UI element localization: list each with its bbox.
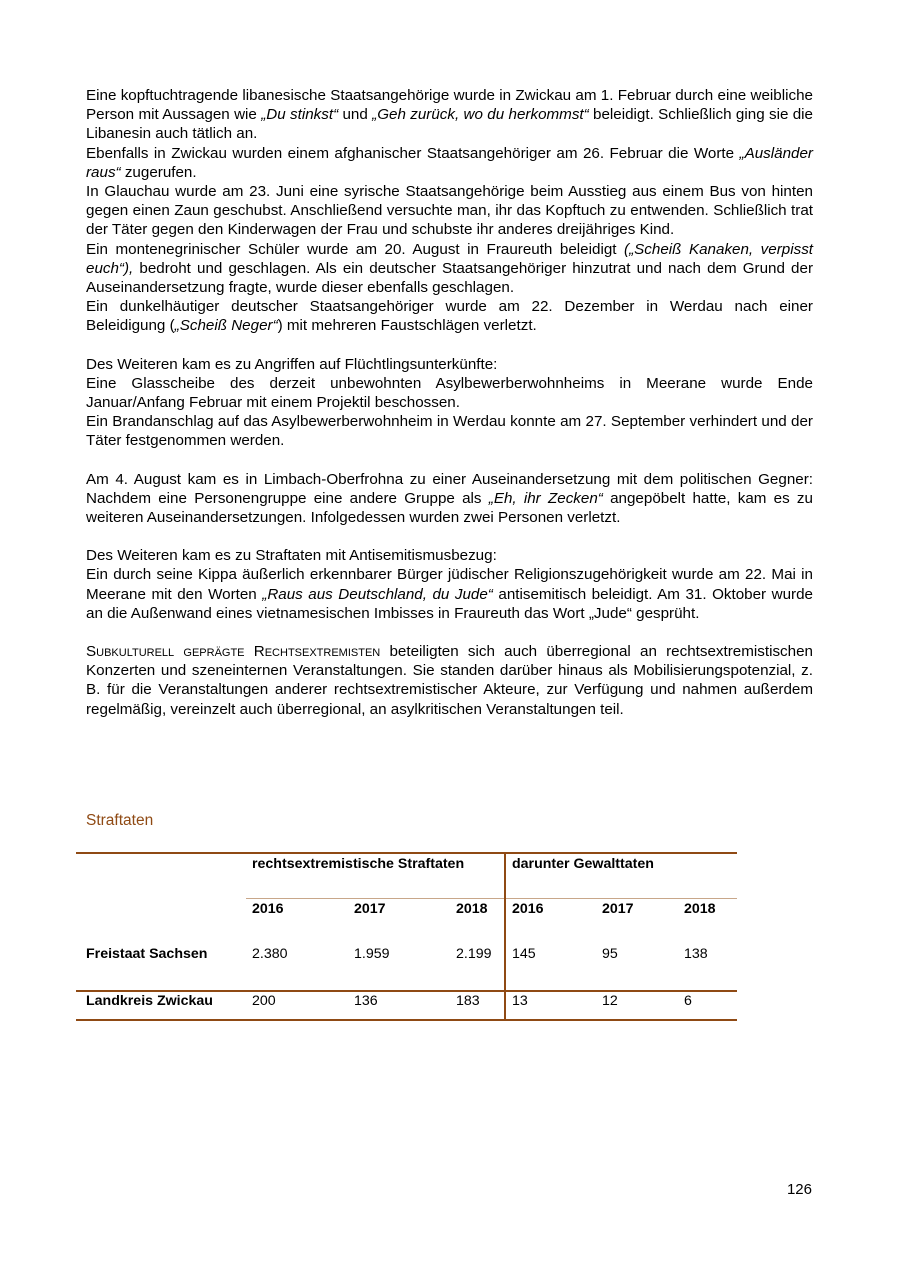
year-header: 2018 (450, 899, 505, 940)
table-heading: Straftaten (86, 812, 154, 829)
table-row (76, 939, 737, 991)
table-cell: 6 (678, 991, 737, 1020)
paragraph-subkulturell: Subkulturell geprägte Rechtsextremisten beteiligten sich auch überregional an rechtsextremistischen Konzerten und szeneinternen Veranstaltungen. Sie standen darüber hinaus als Mobilisierungspotenzial, z. B. für die Veranstaltungen anderer rechtsextremistischer Akteure, zur Verfügung und nahmen außerdem regelmäßig, vereinzelt auch überregional, an asylkritischen Veranstaltungen teil. (86, 643, 813, 718)
paragraph-fraureuth: Ein montenegrinischer Schüler wurde am 20. August in Fraureuth beleidigt („Scheiß Kanaken, verpisst euch“), bedroht und geschlagen. Als ein deutscher Staatsangehöriger hinzutrat und nach dem Grund der Auseinandersetzung fragte, wurde dieser ebenfalls geschlagen. (86, 240, 814, 297)
group-header-rechtsextremistisch: rechtsextremistische Straftaten (246, 853, 505, 899)
table-cell: 145 (505, 939, 596, 991)
page-number: 126 (786, 1181, 812, 1198)
row-label: Freistaat Sachsen (86, 946, 208, 962)
table-year-row (76, 899, 737, 940)
paragraph-meerane-glasscheibe: Eine Glasscheibe des derzeit unbewohnten Asylbewerberwohnheims in Meerane wurde Ende Januar/Anfang Februar mit einem Projektil beschossen. (86, 374, 813, 412)
table-cell: 2.199 (456, 946, 492, 962)
paragraph-zwickau-afghane: Ebenfalls in Zwickau wurden einem afghanischer Staatsangehöriger am 26. Februar die Worte „Ausländer raus“ zugerufen. (86, 144, 813, 181)
table-cell: 13 (505, 991, 596, 1020)
body-text (86, 86, 813, 719)
paragraph-zwickau-libanesin: Eine kopftuchtragende libanesische Staatsangehörige wurde in Zwickau am 1. Februar durch eine weibliche Person mit Aussagen wie „Du stinkst“ und „Geh zurück, wo du herkommst“ beleidigt. Schließlich ging sie die Libanesin auch tätlich an. (86, 87, 813, 143)
table-cell: 1.959 (354, 946, 390, 962)
table-cell: 2.380 (252, 946, 288, 962)
table-cell: 183 (450, 991, 505, 1020)
paragraph-glauchau: In Glauchau wurde am 23. Juni eine syrische Staatsangehörige beim Ausstieg aus einem Bus von hinten gegen einen Zaun geschubst. Anschließend versuchte man, ihr das Kopftuch zu entwenden. Schließlich trat der Täter gegen den Kinderwagen der Frau und schubste ihr anderes dreijähriges Kind. (86, 183, 813, 239)
paragraph-fluechtlingsunterkuenfte-intro: Des Weiteren kam es zu Angriffen auf Flüchtlingsunterkünfte: (86, 355, 498, 373)
table-cell: 138 (684, 946, 708, 962)
table-row (76, 991, 737, 1020)
paragraph-limbach-oberfrohna: Am 4. August kam es in Limbach-Oberfrohna zu einer Auseinandersetzung mit dem politischen Gegner: Nachdem eine Personengruppe eine andere Gruppe als „Eh, ihr Zecken“ angepöbelt hatte, kam es zu weiteren Auseinandersetzungen. Infolgedessen wurden zwei Personen verletzt. (86, 470, 813, 527)
table-group-header-row (76, 853, 737, 899)
straftaten-table (76, 852, 737, 1021)
year-header: 2017 (348, 899, 450, 940)
table-cell: 136 (348, 991, 450, 1020)
row-label: Landkreis Zwickau (76, 991, 246, 1020)
year-header: 2017 (596, 899, 678, 940)
paragraph-antisemitismus-intro: Des Weiteren kam es zu Straftaten mit Antisemitismusbezug: (86, 547, 497, 565)
paragraph-antisemitismus: Ein durch seine Kippa äußerlich erkennbarer Bürger jüdischer Religionszugehörigkeit wurde am 22. Mai in Meerane mit den Worten „Raus aus Deutschland, du Jude“ antisemitisch beleidigt. Am 31. Oktober wurde an die Außenwand eines vietnamesischen Imbisses in Fraureuth das Wort „Jude“ gesprüht. (86, 566, 813, 622)
paragraph-werdau-brandanschlag: Ein Brandanschlag auf das Asylbewerberwohnheim in Werdau konnte am 27. September verhindert und der Täter festgenommen werden. (86, 413, 813, 450)
year-header: 2018 (678, 899, 737, 940)
table-cell: 200 (246, 991, 348, 1020)
group-header-gewalttaten: darunter Gewalttaten (505, 853, 737, 899)
table-cell: 95 (602, 946, 618, 962)
paragraph-werdau: Ein dunkelhäutiger deutscher Staatsangehöriger wurde am 22. Dezember in Werdau nach einer Beleidigung („Scheiß Neger“) mit mehreren Faustschlägen verletzt. (86, 298, 813, 335)
year-header: 2016 (246, 899, 348, 940)
table-cell: 12 (596, 991, 678, 1020)
year-header: 2016 (505, 899, 596, 940)
